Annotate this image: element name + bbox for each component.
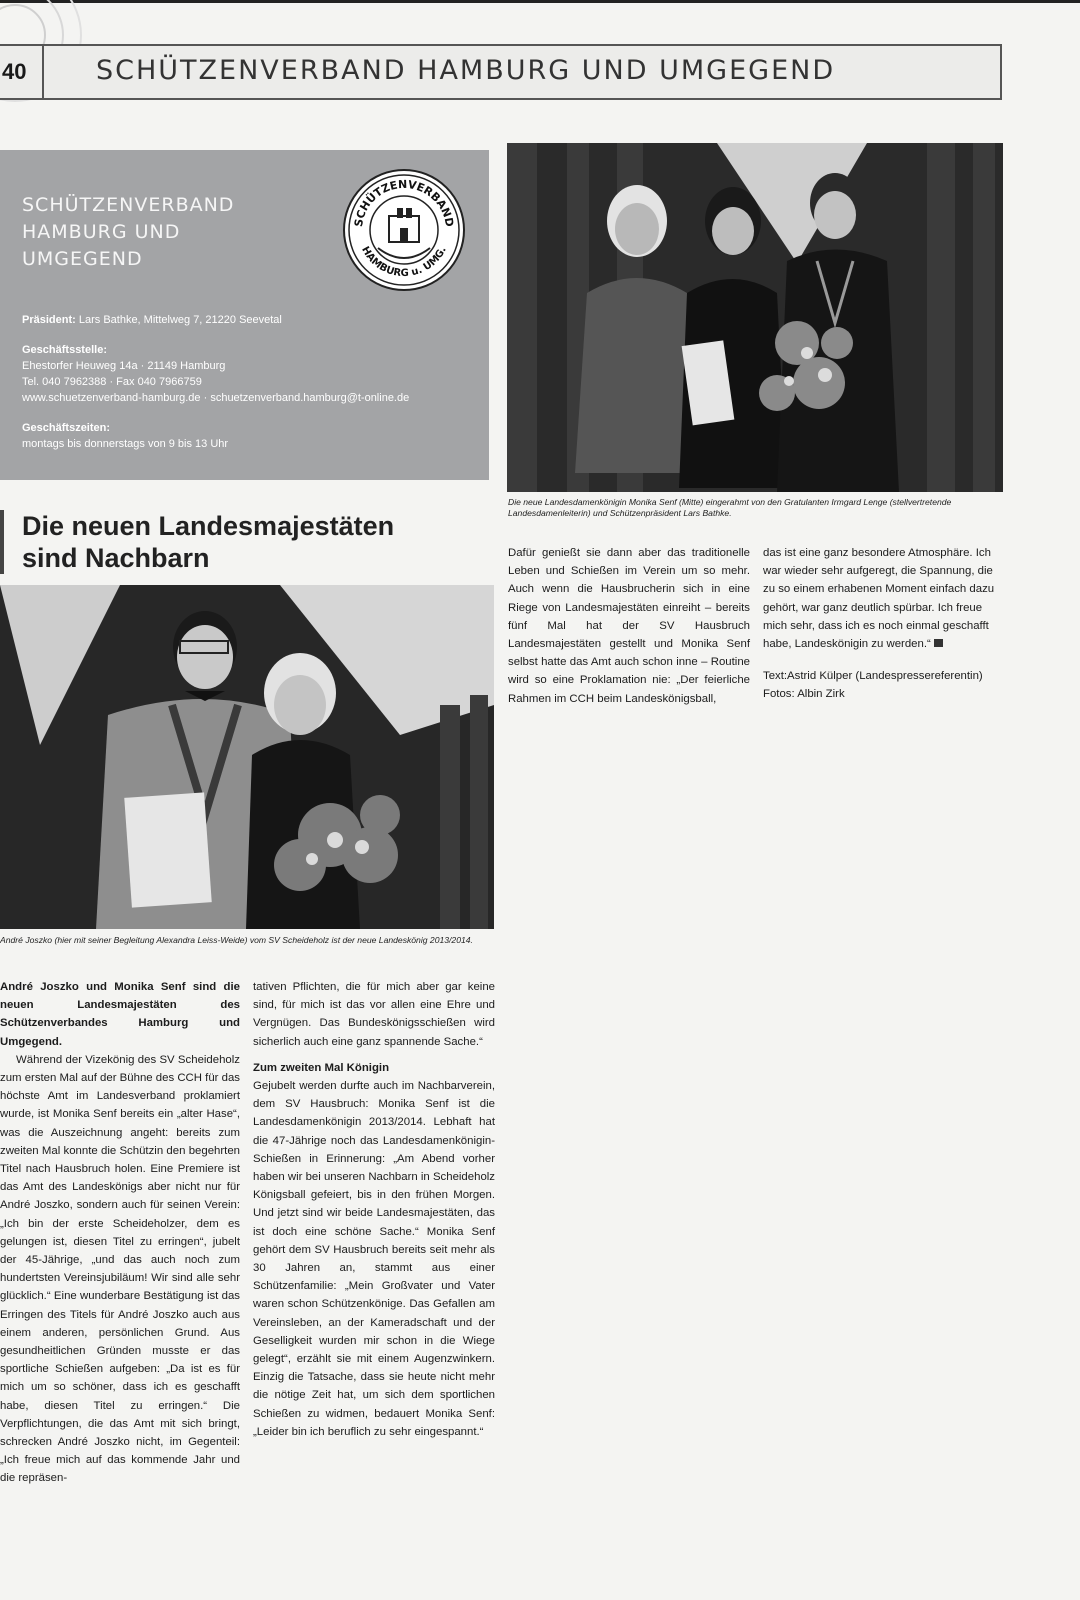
top-rule <box>0 0 1080 3</box>
article-column-2 <box>253 978 495 1441</box>
article-column-1 <box>0 978 240 1488</box>
photo-credit: Fotos: Albin Zirk <box>763 688 845 701</box>
svg-text:HAMBURG u. UMG.: HAMBURG u. UMG. <box>359 244 449 280</box>
photo-caption-1: André Joszko (hier mit seiner Begleitung Alexandra Leiss-Weide) vom SV Scheideholz ist der neue Landeskönig 2013/2014. <box>0 935 473 945</box>
office-phone: Tel. 040 7962388 · Fax 040 7966759 <box>22 376 202 388</box>
president-line <box>22 312 472 328</box>
hours-label: Geschäftszeiten: <box>22 422 111 434</box>
text-credit: Text:Astrid Külper (Landespressereferentin) <box>763 670 983 683</box>
association-name-line: HAMBURG UND <box>22 221 181 243</box>
article-column-4 <box>763 544 1005 704</box>
president-value: Lars Bathke, Mittelweg 7, 21220 Seevetal <box>78 314 282 326</box>
headline-line: sind Nachbarn <box>22 543 210 573</box>
president-label: Präsident: <box>22 314 76 326</box>
article-paragraph <box>763 544 1005 653</box>
association-seal-icon <box>342 168 466 292</box>
association-contact <box>22 312 472 452</box>
page-number: 40 <box>0 46 44 98</box>
photo-landesdamenkoenigin <box>507 143 1003 492</box>
article-paragraph-text: das ist eine ganz besondere Atmosphäre. Ich war wieder sehr aufgeregt, die Spannung, die zu so einem erhabenen Moment einfach dazu gehört, war ganz deutlich spürbar. Ich freue mich sehr, dass ich es noch einmal geschafft habe, Landeskönigin zu werden.“ <box>763 547 995 651</box>
article-paragraph: Gejubelt werden durfte auch im Nachbarverein, dem SV Hausbruch: Monika Senf ist die Landesdamenkönigin 2013/2014. Lebhaft hat die 47-Jährige noch das Landesdamenkönigin-Schießen in Erinnerung: „Am Abend vorher haben wir bei unseren Nachbarn in Scheideholz Königsball gefeiert, bis in den frühen Morgen. Und jetzt sind wir beide Landesmajestäten, das ist doch eine schöne Sache.“ Monika Senf gehört dem SV Hausbruch bereits seit mehr als 30 Jahren an, stammt aus einer Schützenfamilie: „Mein Großvater und Vater waren schon Schützenkönige. Das Gefallen am Vereinsleben, an der Kameradschaft und der Geselligkeit wurden mir schon in die Wiege gelegt“, erzählt sie mit einem Augenzwinkern. Einzig die Tatsache, dass sie heute nicht mehr die nötige Zeit hat, um sich dem sportlichen Schießen zu widmen, bedauert Monika Senf: „Leider bin ich beruflich zu sehr eingespannt.“ <box>253 1080 495 1438</box>
article-subheading: Zum zweiten Mal Königin <box>253 1061 390 1074</box>
svg-text:SCHÜTZENVERBAND: SCHÜTZENVERBAND <box>352 177 457 228</box>
association-name-line: SCHÜTZENVERBAND <box>22 194 235 216</box>
article-credits <box>763 667 1005 703</box>
office-web-email: www.schuetzenverband-hamburg.de · schuetzenverband.hamburg@t-online.de <box>22 392 410 404</box>
end-mark-icon <box>934 639 943 647</box>
photo-landeskoenig <box>0 585 494 929</box>
office-address: Ehestorfer Heuweg 14a · 21149 Hamburg <box>22 360 226 372</box>
association-name-line: UMGEGEND <box>22 248 143 270</box>
hours-value: montags bis donnerstags von 9 bis 13 Uhr <box>22 438 229 450</box>
headline-line: Die neuen Landesmajestäten <box>22 511 395 541</box>
article-paragraph: Während der Vizekönig des SV Scheideholz zum ersten Mal auf der Bühne des CCH für das höchste Amt im Landesverband proklamiert wurde, ist Monika Senf bereits ein „alter Hase“, was die Auszeichnung angeht: bereits zum zweiten Mal konnte die Schützin den begehrten Titel nach Hausbruch holen. Eine Premiere ist das Amt des Landeskönigs aber nicht nur für André Joszko, sondern auch für seinen Verein: „Ich bin der erste Scheideholzer, dem es gelungen ist, diesen Titel zu erringen“, jubelt der 45-Jährige, „und das auch noch zum hundertsten Vereinsjubiläum! Wir sind alle sehr glücklich.“ Eine wunderbare Bestätigung ist das Erringen des Titels für André Joszko auch aus einem anderen, persönlichen Grund. Aus gesundheitlichen Gründen musste er das sportliche Schießen aufgeben: „Da ist es für mich um so schöner, dass ich es geschafft habe, diesen Titel zu erringen.“ Die Verpflichtungen, die das Amt mit sich bringt, schrecken André Joszko nicht, im Gegenteil: „Ich freue mich auf das kommende Jahr und die repräsen- <box>0 1053 240 1485</box>
article-lead: André Joszko und Monika Senf sind die neuen Landesmajestäten des Schützenverbandes Hamburg und Umgegend. <box>0 981 240 1048</box>
page-header-title: SCHÜTZENVERBAND HAMBURG UND UMGEGEND <box>96 55 836 86</box>
article-paragraph: tativen Pflichten, die für mich aber gar keine sind, für mich ist das vor allen eine Ehre und Vergnügen. Das Bundeskönigsschießen wird sicherlich auch eine ganz spannende Sache.“ <box>253 981 495 1048</box>
page-header <box>0 44 1002 100</box>
article-headline <box>0 510 492 574</box>
association-name <box>22 192 234 273</box>
article-column-3 <box>508 544 750 708</box>
article-paragraph: Dafür genießt sie dann aber das traditionelle Leben und Schießen im Verein um so mehr. Auch wenn die Hausbrucherin sich in eine Riege von Landesmajestäten einreiht – bereits fünf Mal hat der SV Hausbruch Landesmajestäten gestellt und Monika Senf selbst hatte das Amt auch schon inne – Routine wird so eine Proklamation nie: „Der feierliche Rahmen im CCH beim Landeskönigsball, <box>508 547 750 705</box>
association-infobox <box>0 150 489 480</box>
office-label: Geschäftsstelle: <box>22 344 107 356</box>
photo-caption-2: Die neue Landesdamenkönigin Monika Senf (Mitte) eingerahmt von den Gratulanten Irmgard Lenge (stellvertretende Landesdamenleiterin) und Schützenpräsident Lars Bathke. <box>508 497 952 518</box>
